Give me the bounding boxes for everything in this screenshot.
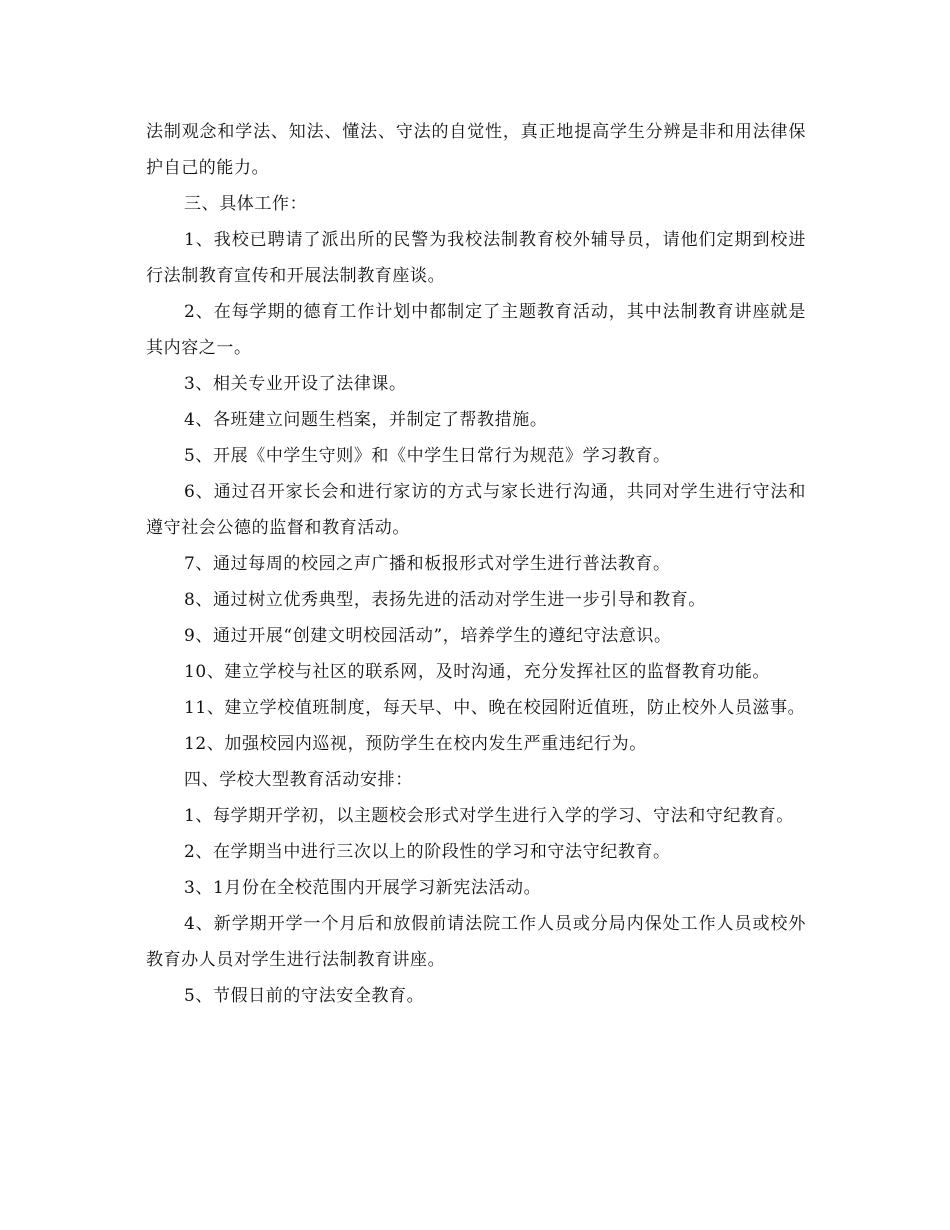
document-body (146, 114, 806, 1014)
work-item-8: 8、通过树立优秀典型，表扬先进的活动对学生进一步引导和教育。 (184, 590, 706, 610)
section-heading-activities: 四、学校大型教育活动安排： (184, 770, 413, 790)
paragraph-continuation: 法制观念和学法、知法、懂法、守法的自觉性，真正地提高学生分辨是非和用法律保护自己的能力。 (146, 122, 806, 178)
activity-item-5: 5、节假日前的守法安全教育。 (184, 986, 425, 1006)
work-item-3: 3、相关专业开设了法律课。 (184, 374, 407, 394)
work-item-11: 11、建立学校值班制度，每天早、中、晚在校园附近值班，防止校外人员滋事。 (184, 698, 806, 718)
work-item-4: 4、各班建立问题生档案，并制定了帮教措施。 (184, 410, 548, 430)
activity-item-1: 1、每学期开学初，以主题校会形式对学生进行入学的学习、守法和守纪教育。 (184, 806, 794, 826)
work-item-12: 12、加强校园内巡视，预防学生在校内发生严重违纪行为。 (184, 734, 647, 754)
work-item-1: 1、我校已聘请了派出所的民警为我校法制教育校外辅导员，请他们定期到校进行法制教育宣传和开展法制教育座谈。 (146, 230, 806, 286)
work-item-7: 7、通过每周的校园之声广播和板报形式对学生进行普法教育。 (184, 554, 671, 574)
work-item-9: 9、通过开展“创建文明校园活动”，培养学生的遵纪守法意识。 (184, 626, 672, 646)
activity-item-3: 3、1月份在全校范围内开展学习新宪法活动。 (184, 878, 542, 898)
section-heading-specific-work: 三、具体工作： (184, 194, 308, 214)
activity-item-2: 2、在学期当中进行三次以上的阶段性的学习和守法守纪教育。 (184, 842, 671, 862)
work-item-10: 10、建立学校与社区的联系网，及时沟通，充分发挥社区的监督教育功能。 (184, 662, 771, 682)
work-item-5: 5、开展《中学生守则》和《中学生日常行为规范》学习教育。 (184, 446, 671, 466)
work-item-6: 6、通过召开家长会和进行家访的方式与家长进行沟通，共同对学生进行守法和遵守社会公德的监督和教育活动。 (146, 482, 806, 538)
activity-item-4: 4、新学期开学一个月后和放假前请法院工作人员或分局内保处工作人员或校外教育办人员对学生进行法制教育讲座。 (146, 914, 806, 970)
work-item-2: 2、在每学期的德育工作计划中都制定了主题教育活动，其中法制教育讲座就是其内容之一。 (146, 302, 806, 358)
